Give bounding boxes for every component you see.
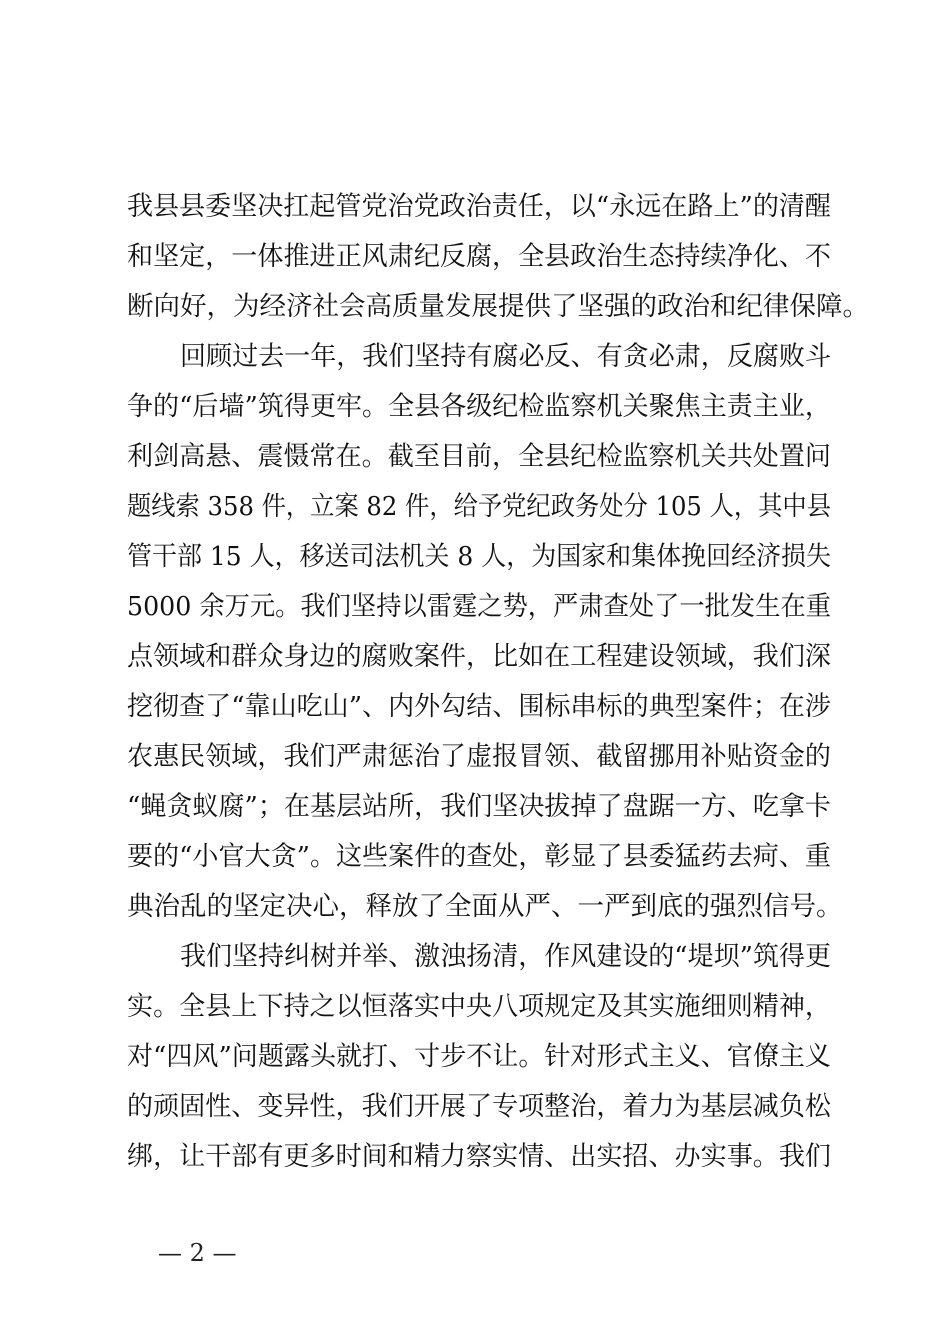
line-text: 5000 余万元。我们坚持以雷霆之势，严肃查处了一批发生在重 bbox=[127, 591, 831, 622]
line-text: 利剑高悬、震慑常在。截至目前，全县纪检监察机关共处置问 bbox=[127, 441, 831, 472]
line-text: 对“四风”问题露头就打、寸步不让。针对形式主义、官僚主义 bbox=[127, 1041, 831, 1072]
line-text: “蝇贪蚁腐”；在基层站所，我们坚决拔掉了盘踞一方、吃拿卡 bbox=[127, 791, 831, 822]
line-text: 农惠民领域，我们严肃惩治了虚报冒领、截留挪用补贴资金的 bbox=[127, 741, 831, 772]
text-line bbox=[127, 682, 831, 732]
line-text: 我县县委坚决扛起管党治党政治责任，以“永远在路上”的清醒 bbox=[127, 191, 831, 222]
line-text: 的顽固性、变异性，我们开展了专项整治，着力为基层减负松 bbox=[127, 1091, 831, 1122]
line-text: 和坚定，一体推进正风肃纪反腐，全县政治生态持续净化、不 bbox=[127, 241, 831, 272]
line-text: 回顾过去一年，我们坚持有腐必反、有贪必肃，反腐败斗 bbox=[180, 341, 831, 372]
line-text: 争的“后墙”筑得更牢。全县各级纪检监察机关聚焦主责主业， bbox=[127, 391, 831, 422]
text-line bbox=[127, 432, 831, 482]
text-line bbox=[127, 582, 831, 632]
text-line bbox=[127, 382, 831, 432]
line-text: 挖彻查了“靠山吃山”、内外勾结、围标串标的典型案件；在涉 bbox=[127, 691, 831, 722]
line-text: 我们坚持纠树并举、激浊扬清，作风建设的“堤坝”筑得更 bbox=[180, 941, 831, 972]
line-text: 要的“小官大贪”。这些案件的查处，彰显了县委猛药去疴、重 bbox=[127, 841, 831, 872]
line-text: 题线索 358 件，立案 82 件，给予党纪政务处分 105 人，其中县 bbox=[127, 491, 831, 522]
line-text: 点领域和群众身边的腐败案件，比如在工程建设领域，我们深 bbox=[127, 641, 831, 672]
text-line bbox=[127, 332, 831, 382]
text-line bbox=[127, 482, 831, 532]
text-line bbox=[127, 532, 831, 582]
text-line bbox=[127, 182, 831, 232]
line-text: 管干部 15 人，移送司法机关 8 人，为国家和集体挽回经济损失 bbox=[127, 541, 831, 572]
page-number: — 2 — bbox=[158, 1239, 237, 1267]
line-text: 实。全县上下持之以恒落实中央八项规定及其实施细则精神， bbox=[127, 991, 831, 1022]
line-text: 断向好，为经济社会高质量发展提供了坚强的政治和纪律保障。 bbox=[127, 291, 869, 322]
text-line bbox=[127, 732, 831, 782]
text-line bbox=[127, 632, 831, 682]
text-line bbox=[127, 1132, 831, 1182]
text-line bbox=[127, 782, 831, 832]
text-line bbox=[127, 982, 831, 1032]
text-line bbox=[127, 932, 831, 982]
text-line bbox=[127, 1032, 831, 1082]
text-line bbox=[127, 232, 831, 282]
text-line bbox=[127, 1082, 831, 1132]
body-text bbox=[127, 182, 869, 1182]
text-line bbox=[127, 882, 843, 932]
line-text: 典治乱的坚定决心，释放了全面从严、一严到底的强烈信号。 bbox=[127, 891, 843, 922]
text-line bbox=[127, 282, 869, 332]
text-line bbox=[127, 832, 831, 882]
line-text: 绑，让干部有更多时间和精力察实情、出实招、办实事。我们 bbox=[127, 1141, 831, 1172]
